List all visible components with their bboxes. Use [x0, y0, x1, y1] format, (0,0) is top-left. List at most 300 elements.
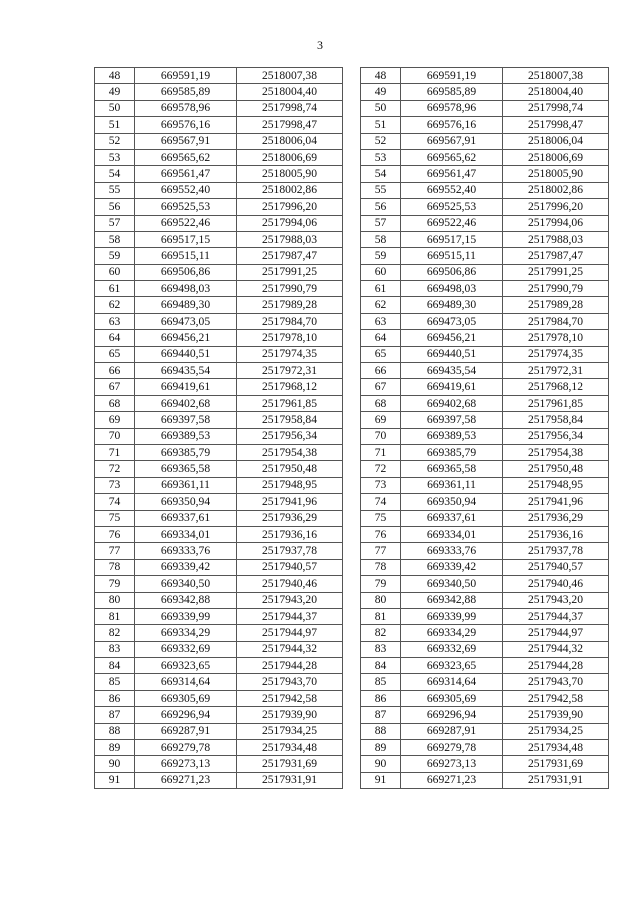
y-coordinate-cell: 2517984,70	[503, 313, 609, 329]
y-coordinate-cell: 2517991,25	[237, 264, 343, 280]
point-number-cell: 53	[95, 149, 135, 165]
x-coordinate-cell: 669522,46	[401, 215, 503, 231]
table-row	[95, 297, 343, 313]
point-number-cell: 83	[361, 641, 401, 657]
y-coordinate-cell: 2517956,34	[237, 428, 343, 444]
y-coordinate-cell: 2517936,29	[503, 510, 609, 526]
y-coordinate-cell: 2517934,25	[503, 723, 609, 739]
x-coordinate-cell: 669578,96	[135, 100, 237, 116]
point-number-cell: 62	[95, 297, 135, 313]
point-number-cell: 90	[361, 756, 401, 772]
point-number-cell: 84	[361, 658, 401, 674]
x-coordinate-cell: 669337,61	[401, 510, 503, 526]
y-coordinate-cell: 2517988,03	[503, 231, 609, 247]
y-coordinate-cell: 2517941,96	[237, 494, 343, 510]
point-number-cell: 53	[361, 149, 401, 165]
x-coordinate-cell: 669342,88	[401, 592, 503, 608]
point-number-cell: 74	[95, 494, 135, 510]
table-row	[361, 608, 609, 624]
x-coordinate-cell: 669314,64	[401, 674, 503, 690]
y-coordinate-cell: 2518004,40	[503, 84, 609, 100]
point-number-cell: 88	[361, 723, 401, 739]
point-number-cell: 76	[361, 526, 401, 542]
point-number-cell: 75	[361, 510, 401, 526]
x-coordinate-cell: 669287,91	[135, 723, 237, 739]
point-number-cell: 61	[361, 281, 401, 297]
point-number-cell: 87	[95, 707, 135, 723]
x-coordinate-cell: 669506,86	[135, 264, 237, 280]
point-number-cell: 71	[95, 444, 135, 460]
point-number-cell: 64	[95, 330, 135, 346]
table-row	[95, 674, 343, 690]
table-row	[95, 395, 343, 411]
y-coordinate-cell: 2517934,48	[503, 740, 609, 756]
point-number-cell: 86	[95, 690, 135, 706]
y-coordinate-cell: 2518006,04	[503, 133, 609, 149]
table-row	[95, 707, 343, 723]
x-coordinate-cell: 669435,54	[135, 363, 237, 379]
x-coordinate-cell: 669287,91	[401, 723, 503, 739]
y-coordinate-cell: 2518006,04	[237, 133, 343, 149]
y-coordinate-cell: 2517944,32	[237, 641, 343, 657]
table-row	[361, 231, 609, 247]
table-row	[361, 592, 609, 608]
y-coordinate-cell: 2518007,38	[237, 68, 343, 84]
point-number-cell: 71	[361, 444, 401, 460]
y-coordinate-cell: 2517961,85	[237, 395, 343, 411]
table-row	[95, 625, 343, 641]
y-coordinate-cell: 2517950,48	[237, 461, 343, 477]
x-coordinate-cell: 669440,51	[401, 346, 503, 362]
y-coordinate-cell: 2517974,35	[503, 346, 609, 362]
y-coordinate-cell: 2517998,74	[503, 100, 609, 116]
table-row	[95, 281, 343, 297]
point-number-cell: 68	[95, 395, 135, 411]
table-row	[95, 592, 343, 608]
x-coordinate-cell: 669334,01	[401, 526, 503, 542]
table-row	[361, 510, 609, 526]
x-coordinate-cell: 669498,03	[401, 281, 503, 297]
table-row	[361, 444, 609, 460]
table-row	[361, 740, 609, 756]
y-coordinate-cell: 2517984,70	[237, 313, 343, 329]
x-coordinate-cell: 669397,58	[135, 412, 237, 428]
y-coordinate-cell: 2517978,10	[503, 330, 609, 346]
x-coordinate-cell: 669489,30	[401, 297, 503, 313]
x-coordinate-cell: 669271,23	[135, 772, 237, 788]
table-row	[361, 330, 609, 346]
table-row	[361, 690, 609, 706]
point-number-cell: 89	[361, 740, 401, 756]
y-coordinate-cell: 2517940,57	[503, 559, 609, 575]
table-row	[95, 346, 343, 362]
table-row	[95, 690, 343, 706]
table-row	[361, 526, 609, 542]
y-coordinate-cell: 2517958,84	[503, 412, 609, 428]
point-number-cell: 63	[95, 313, 135, 329]
y-coordinate-cell: 2517940,46	[503, 576, 609, 592]
table-row	[95, 199, 343, 215]
table-row	[361, 658, 609, 674]
table-row	[95, 510, 343, 526]
x-coordinate-cell: 669296,94	[135, 707, 237, 723]
table-row	[361, 215, 609, 231]
y-coordinate-cell: 2517944,37	[503, 608, 609, 624]
x-coordinate-cell: 669515,11	[401, 248, 503, 264]
point-number-cell: 80	[95, 592, 135, 608]
point-number-cell: 49	[361, 84, 401, 100]
table-row	[361, 756, 609, 772]
y-coordinate-cell: 2517996,20	[237, 199, 343, 215]
y-coordinate-cell: 2518006,69	[237, 149, 343, 165]
x-coordinate-cell: 669339,99	[135, 608, 237, 624]
x-coordinate-cell: 669456,21	[135, 330, 237, 346]
y-coordinate-cell: 2517943,70	[237, 674, 343, 690]
y-coordinate-cell: 2518005,90	[503, 166, 609, 182]
y-coordinate-cell: 2517931,69	[237, 756, 343, 772]
point-number-cell: 59	[95, 248, 135, 264]
y-coordinate-cell: 2517944,28	[237, 658, 343, 674]
coordinates-table-body	[361, 68, 609, 789]
x-coordinate-cell: 669342,88	[135, 592, 237, 608]
x-coordinate-cell: 669435,54	[401, 363, 503, 379]
table-row	[361, 395, 609, 411]
table-row	[95, 215, 343, 231]
y-coordinate-cell: 2517939,90	[237, 707, 343, 723]
point-number-cell: 83	[95, 641, 135, 657]
y-coordinate-cell: 2517968,12	[503, 379, 609, 395]
x-coordinate-cell: 669339,42	[135, 559, 237, 575]
x-coordinate-cell: 669591,19	[135, 68, 237, 84]
y-coordinate-cell: 2517944,37	[237, 608, 343, 624]
table-row	[361, 166, 609, 182]
point-number-cell: 48	[95, 68, 135, 84]
y-coordinate-cell: 2517934,48	[237, 740, 343, 756]
y-coordinate-cell: 2518005,90	[237, 166, 343, 182]
x-coordinate-cell: 669506,86	[401, 264, 503, 280]
point-number-cell: 60	[361, 264, 401, 280]
x-coordinate-cell: 669402,68	[135, 395, 237, 411]
point-number-cell: 52	[361, 133, 401, 149]
table-row	[95, 68, 343, 84]
point-number-cell: 80	[361, 592, 401, 608]
x-coordinate-cell: 669333,76	[135, 543, 237, 559]
x-coordinate-cell: 669585,89	[401, 84, 503, 100]
table-row	[361, 477, 609, 493]
x-coordinate-cell: 669561,47	[401, 166, 503, 182]
y-coordinate-cell: 2517931,69	[503, 756, 609, 772]
y-coordinate-cell: 2517934,25	[237, 723, 343, 739]
x-coordinate-cell: 669271,23	[401, 772, 503, 788]
x-coordinate-cell: 669567,91	[135, 133, 237, 149]
y-coordinate-cell: 2517987,47	[503, 248, 609, 264]
table-row	[95, 313, 343, 329]
point-number-cell: 49	[95, 84, 135, 100]
table-row	[95, 133, 343, 149]
table-row	[95, 182, 343, 198]
point-number-cell: 50	[361, 100, 401, 116]
table-row	[95, 248, 343, 264]
y-coordinate-cell: 2517931,91	[503, 772, 609, 788]
point-number-cell: 82	[95, 625, 135, 641]
point-number-cell: 58	[361, 231, 401, 247]
table-row	[95, 166, 343, 182]
table-row	[361, 723, 609, 739]
table-row	[361, 363, 609, 379]
x-coordinate-cell: 669332,69	[401, 641, 503, 657]
x-coordinate-cell: 669337,61	[135, 510, 237, 526]
point-number-cell: 78	[95, 559, 135, 575]
table-row	[95, 494, 343, 510]
table-row	[95, 477, 343, 493]
point-number-cell: 55	[361, 182, 401, 198]
point-number-cell: 60	[95, 264, 135, 280]
table-row	[361, 641, 609, 657]
point-number-cell: 82	[361, 625, 401, 641]
x-coordinate-cell: 669515,11	[135, 248, 237, 264]
table-row	[95, 100, 343, 116]
point-number-cell: 75	[95, 510, 135, 526]
x-coordinate-cell: 669361,11	[135, 477, 237, 493]
x-coordinate-cell: 669385,79	[135, 444, 237, 460]
x-coordinate-cell: 669517,15	[401, 231, 503, 247]
table-row	[361, 149, 609, 165]
x-coordinate-cell: 669389,53	[401, 428, 503, 444]
y-coordinate-cell: 2517931,91	[237, 772, 343, 788]
table-row	[361, 559, 609, 575]
x-coordinate-cell: 669419,61	[401, 379, 503, 395]
table-row	[95, 526, 343, 542]
table-row	[95, 117, 343, 133]
y-coordinate-cell: 2517994,06	[237, 215, 343, 231]
table-row	[95, 559, 343, 575]
coordinates-table-left	[94, 67, 343, 789]
y-coordinate-cell: 2517943,20	[503, 592, 609, 608]
table-row	[361, 576, 609, 592]
y-coordinate-cell: 2517937,78	[237, 543, 343, 559]
x-coordinate-cell: 669350,94	[135, 494, 237, 510]
x-coordinate-cell: 669525,53	[401, 199, 503, 215]
point-number-cell: 85	[95, 674, 135, 690]
x-coordinate-cell: 669340,50	[135, 576, 237, 592]
table-row	[361, 772, 609, 788]
x-coordinate-cell: 669340,50	[401, 576, 503, 592]
table-row	[361, 674, 609, 690]
point-number-cell: 65	[95, 346, 135, 362]
table-row	[361, 264, 609, 280]
x-coordinate-cell: 669578,96	[401, 100, 503, 116]
table-row	[361, 346, 609, 362]
point-number-cell: 70	[95, 428, 135, 444]
y-coordinate-cell: 2517987,47	[237, 248, 343, 264]
point-number-cell: 63	[361, 313, 401, 329]
y-coordinate-cell: 2517990,79	[503, 281, 609, 297]
x-coordinate-cell: 669296,94	[401, 707, 503, 723]
table-row	[95, 576, 343, 592]
table-row	[361, 379, 609, 395]
table-row	[361, 297, 609, 313]
point-number-cell: 84	[95, 658, 135, 674]
point-number-cell: 70	[361, 428, 401, 444]
x-coordinate-cell: 669473,05	[135, 313, 237, 329]
table-row	[361, 494, 609, 510]
point-number-cell: 66	[361, 363, 401, 379]
x-coordinate-cell: 669273,13	[135, 756, 237, 772]
x-coordinate-cell: 669489,30	[135, 297, 237, 313]
x-coordinate-cell: 669273,13	[401, 756, 503, 772]
x-coordinate-cell: 669576,16	[401, 117, 503, 133]
table-row	[361, 117, 609, 133]
x-coordinate-cell: 669525,53	[135, 199, 237, 215]
table-row	[361, 313, 609, 329]
y-coordinate-cell: 2517974,35	[237, 346, 343, 362]
point-number-cell: 64	[361, 330, 401, 346]
table-row	[361, 100, 609, 116]
point-number-cell: 65	[361, 346, 401, 362]
point-number-cell: 57	[361, 215, 401, 231]
point-number-cell: 88	[95, 723, 135, 739]
y-coordinate-cell: 2517940,46	[237, 576, 343, 592]
x-coordinate-cell: 669591,19	[401, 68, 503, 84]
point-number-cell: 50	[95, 100, 135, 116]
x-coordinate-cell: 669565,62	[401, 149, 503, 165]
point-number-cell: 79	[361, 576, 401, 592]
x-coordinate-cell: 669517,15	[135, 231, 237, 247]
x-coordinate-cell: 669350,94	[401, 494, 503, 510]
point-number-cell: 90	[95, 756, 135, 772]
table-row	[95, 658, 343, 674]
table-row	[95, 330, 343, 346]
point-number-cell: 78	[361, 559, 401, 575]
table-row	[361, 248, 609, 264]
point-number-cell: 52	[95, 133, 135, 149]
x-coordinate-cell: 669334,29	[401, 625, 503, 641]
y-coordinate-cell: 2517972,31	[237, 363, 343, 379]
table-row	[95, 231, 343, 247]
y-coordinate-cell: 2517948,95	[237, 477, 343, 493]
x-coordinate-cell: 669440,51	[135, 346, 237, 362]
table-row	[361, 182, 609, 198]
point-number-cell: 91	[95, 772, 135, 788]
point-number-cell: 51	[361, 117, 401, 133]
table-row	[361, 84, 609, 100]
table-row	[361, 707, 609, 723]
x-coordinate-cell: 669522,46	[135, 215, 237, 231]
y-coordinate-cell: 2517944,32	[503, 641, 609, 657]
y-coordinate-cell: 2517950,48	[503, 461, 609, 477]
x-coordinate-cell: 669385,79	[401, 444, 503, 460]
x-coordinate-cell: 669585,89	[135, 84, 237, 100]
x-coordinate-cell: 669279,78	[135, 740, 237, 756]
x-coordinate-cell: 669402,68	[401, 395, 503, 411]
x-coordinate-cell: 669561,47	[135, 166, 237, 182]
x-coordinate-cell: 669419,61	[135, 379, 237, 395]
x-coordinate-cell: 669323,65	[135, 658, 237, 674]
table-row	[361, 133, 609, 149]
y-coordinate-cell: 2517941,96	[503, 494, 609, 510]
x-coordinate-cell: 669565,62	[135, 149, 237, 165]
x-coordinate-cell: 669339,42	[401, 559, 503, 575]
y-coordinate-cell: 2517943,70	[503, 674, 609, 690]
point-number-cell: 73	[95, 477, 135, 493]
x-coordinate-cell: 669279,78	[401, 740, 503, 756]
y-coordinate-cell: 2517936,16	[237, 526, 343, 542]
table-row	[361, 543, 609, 559]
point-number-cell: 73	[361, 477, 401, 493]
table-row	[95, 363, 343, 379]
x-coordinate-cell: 669314,64	[135, 674, 237, 690]
table-row	[95, 641, 343, 657]
x-coordinate-cell: 669552,40	[135, 182, 237, 198]
x-coordinate-cell: 669473,05	[401, 313, 503, 329]
x-coordinate-cell: 669339,99	[401, 608, 503, 624]
table-row	[361, 199, 609, 215]
point-number-cell: 72	[95, 461, 135, 477]
point-number-cell: 91	[361, 772, 401, 788]
point-number-cell: 61	[95, 281, 135, 297]
point-number-cell: 85	[361, 674, 401, 690]
table-row	[95, 608, 343, 624]
point-number-cell: 72	[361, 461, 401, 477]
point-number-cell: 89	[95, 740, 135, 756]
x-coordinate-cell: 669389,53	[135, 428, 237, 444]
point-number-cell: 74	[361, 494, 401, 510]
table-row	[95, 412, 343, 428]
table-row	[95, 543, 343, 559]
point-number-cell: 69	[361, 412, 401, 428]
point-number-cell: 68	[361, 395, 401, 411]
page-number: 3	[317, 38, 323, 52]
x-coordinate-cell: 669365,58	[135, 461, 237, 477]
y-coordinate-cell: 2517948,95	[503, 477, 609, 493]
x-coordinate-cell: 669361,11	[401, 477, 503, 493]
x-coordinate-cell: 669334,29	[135, 625, 237, 641]
table-row	[361, 461, 609, 477]
y-coordinate-cell: 2517991,25	[503, 264, 609, 280]
y-coordinate-cell: 2518004,40	[237, 84, 343, 100]
x-coordinate-cell: 669567,91	[401, 133, 503, 149]
point-number-cell: 48	[361, 68, 401, 84]
point-number-cell: 77	[361, 543, 401, 559]
x-coordinate-cell: 669576,16	[135, 117, 237, 133]
point-number-cell: 51	[95, 117, 135, 133]
x-coordinate-cell: 669552,40	[401, 182, 503, 198]
table-row	[361, 281, 609, 297]
table-row	[95, 444, 343, 460]
table-row	[95, 379, 343, 395]
y-coordinate-cell: 2517956,34	[503, 428, 609, 444]
x-coordinate-cell: 669498,03	[135, 281, 237, 297]
point-number-cell: 59	[361, 248, 401, 264]
y-coordinate-cell: 2517990,79	[237, 281, 343, 297]
point-number-cell: 54	[95, 166, 135, 182]
table-row	[361, 428, 609, 444]
point-number-cell: 69	[95, 412, 135, 428]
point-number-cell: 57	[95, 215, 135, 231]
table-row	[95, 428, 343, 444]
y-coordinate-cell: 2517944,28	[503, 658, 609, 674]
y-coordinate-cell: 2517954,38	[237, 444, 343, 460]
x-coordinate-cell: 669333,76	[401, 543, 503, 559]
table-row	[95, 740, 343, 756]
table-row	[95, 772, 343, 788]
point-number-cell: 58	[95, 231, 135, 247]
y-coordinate-cell: 2517978,10	[237, 330, 343, 346]
y-coordinate-cell: 2518002,86	[237, 182, 343, 198]
y-coordinate-cell: 2517994,06	[503, 215, 609, 231]
y-coordinate-cell: 2517998,74	[237, 100, 343, 116]
table-row	[95, 723, 343, 739]
